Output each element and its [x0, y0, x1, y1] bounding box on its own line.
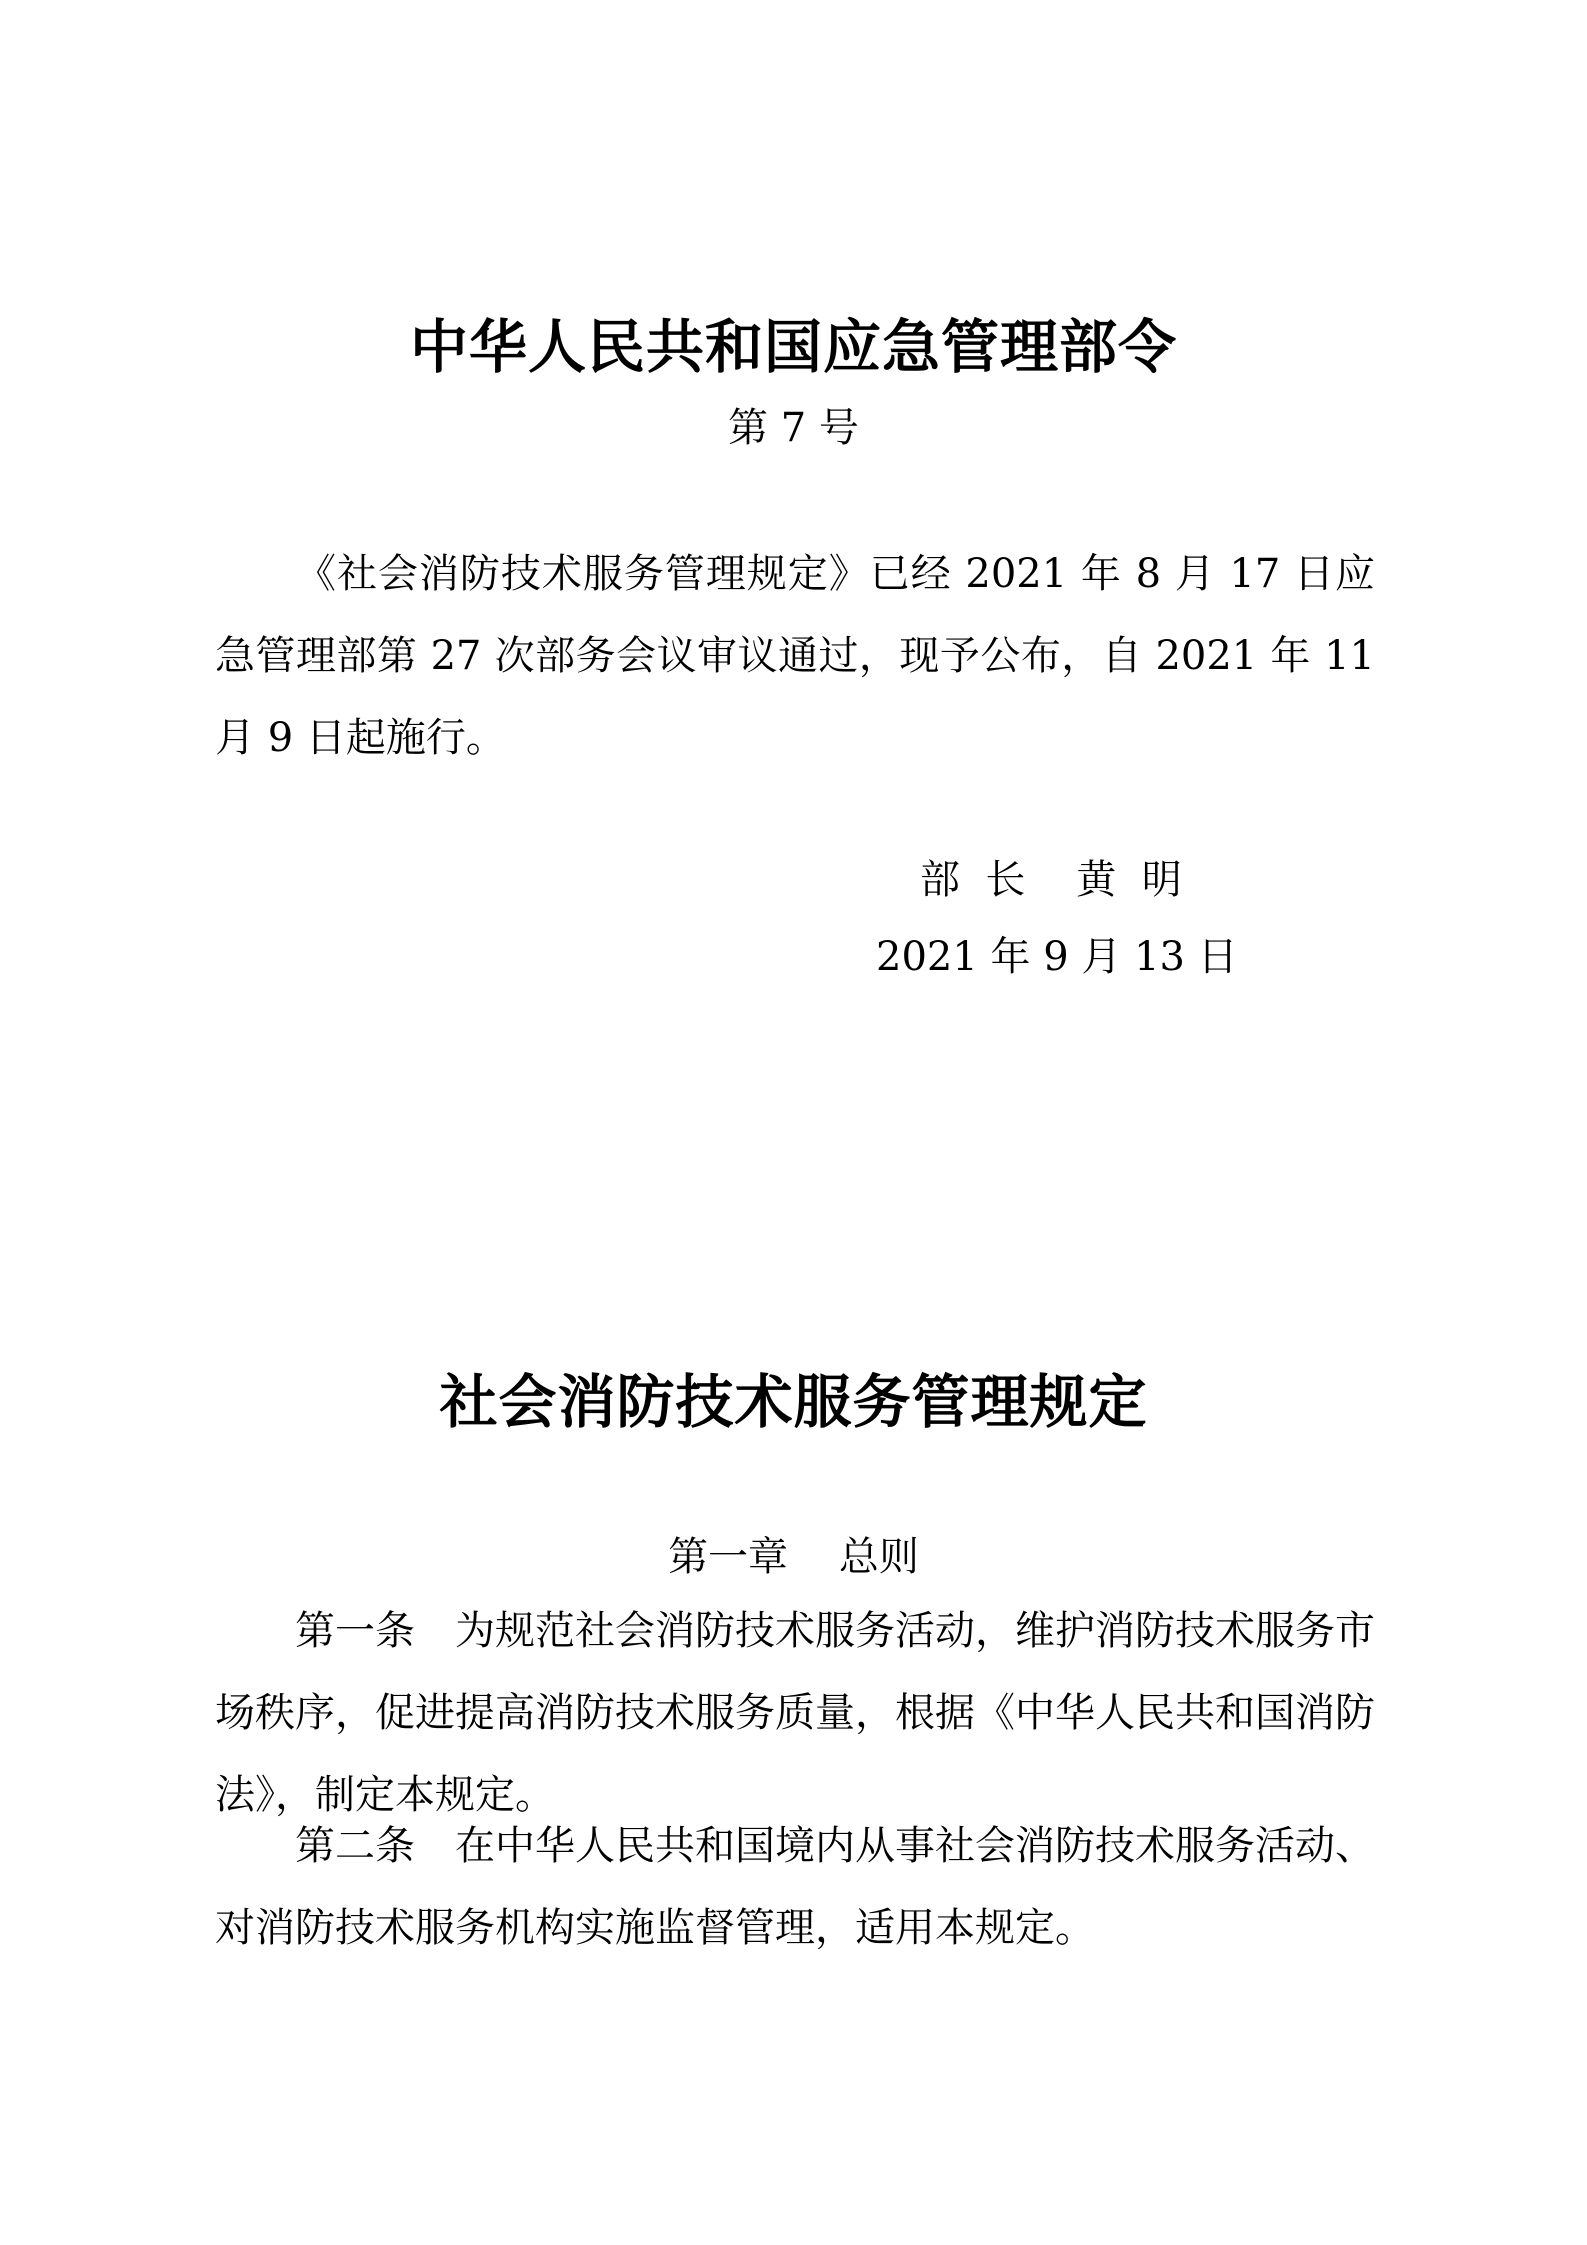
- signing-date: 2021 年 9 月 13 日: [876, 934, 1238, 980]
- article-label: 第一条: [295, 1608, 415, 1654]
- signatory: 部 长 黄 明: [920, 857, 1182, 903]
- regulation-title: 社会消防技术服务管理规定: [439, 1368, 1148, 1436]
- promulgation-paragraph: [215, 533, 1375, 779]
- chapter-heading: 第一章 总则: [668, 1534, 919, 1580]
- article-2: [215, 1805, 1375, 1969]
- article-text: 在中华人民共和国境内从事社会消防技术服务活动、对消防技术服务机构实施监督管理，适用本规定。: [215, 1823, 1375, 1951]
- promulgation-text: 《社会消防技术服务管理规定》已经 2021 年 8 月 17 日应急管理部第 27 次部务会议审议通过，现予公布，自 2021 年 11 月 9 日起施行。: [215, 551, 1375, 761]
- article-1: [215, 1590, 1375, 1836]
- decree-number: 第 7 号: [728, 405, 859, 451]
- article-text: 为规范社会消防技术服务活动，维护消防技术服务市场秩序，促进提高消防技术服务质量，根据《中华人民共和国消防法》，制定本规定。: [215, 1608, 1375, 1818]
- decree-title: 中华人民共和国应急管理部令: [409, 313, 1177, 381]
- article-label: 第二条: [295, 1823, 415, 1869]
